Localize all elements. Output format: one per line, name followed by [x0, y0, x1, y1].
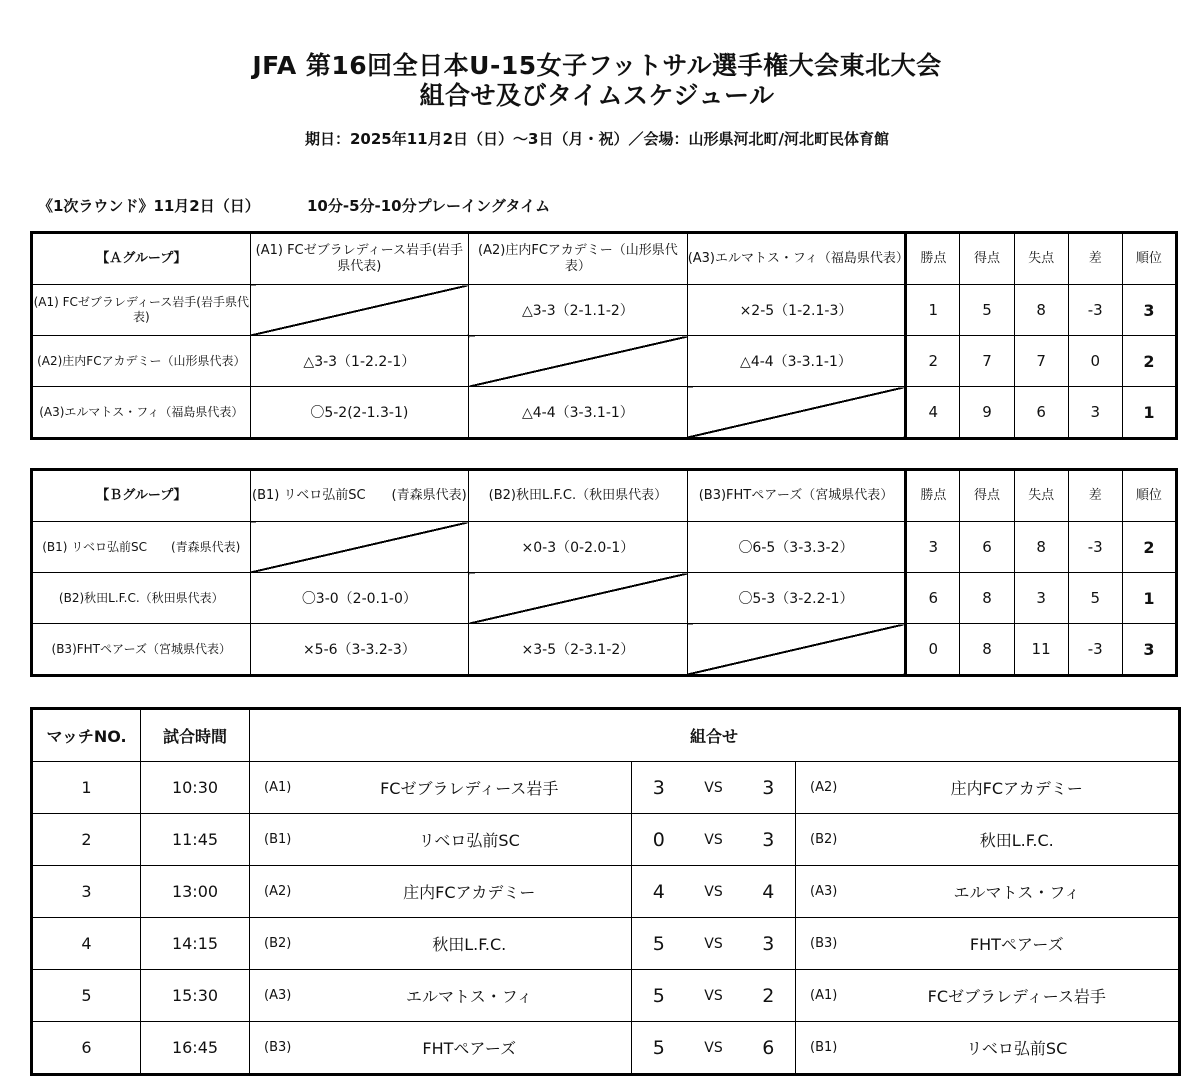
- goals-for-cell: 7: [960, 336, 1014, 387]
- away-code: (B2): [796, 814, 856, 866]
- header-points: 勝点: [906, 233, 960, 285]
- rank-cell: 3: [1122, 285, 1176, 336]
- match-time: 10:30: [141, 762, 250, 814]
- diff-cell: -3: [1068, 522, 1122, 573]
- goals-against-cell: 8: [1014, 522, 1068, 573]
- group-a-row: [32, 336, 1177, 387]
- rank-cell: 3: [1122, 624, 1176, 676]
- group-b-header-row: [32, 470, 1177, 522]
- match-time: 11:45: [141, 814, 250, 866]
- home-score: 0: [632, 814, 686, 866]
- result-cell: ×2-5（1-2.1-3）: [687, 285, 906, 336]
- header-rank: 順位: [1122, 233, 1176, 285]
- match-time: 16:45: [141, 1022, 250, 1075]
- goals-against-cell: 7: [1014, 336, 1068, 387]
- home-score: 5: [632, 970, 686, 1022]
- document-subtitle: 組合せ及びタイムスケジュール: [419, 81, 775, 110]
- vs-label: VS: [686, 1022, 742, 1075]
- match-time: 15:30: [141, 970, 250, 1022]
- points-cell: 3: [906, 522, 960, 573]
- schedule-row: [32, 1022, 1180, 1075]
- away-team: FCゼブラレディース岩手: [856, 970, 1180, 1022]
- home-code: (A3): [250, 970, 308, 1022]
- group-b-row: [32, 624, 1177, 676]
- diagonal-cell: [687, 387, 906, 439]
- home-score: 5: [632, 918, 686, 970]
- result-cell: 〇5-2(2-1.3-1): [250, 387, 469, 439]
- away-code: (B1): [796, 1022, 856, 1075]
- header-points: 勝点: [906, 470, 960, 522]
- match-no: 5: [32, 970, 141, 1022]
- group-b-col-3: (B3)FHTペアーズ（宮城県代表）: [687, 470, 906, 522]
- home-code: (B3): [250, 1022, 308, 1075]
- match-no: 2: [32, 814, 141, 866]
- group-a-table: [30, 231, 1178, 440]
- away-code: (A2): [796, 762, 856, 814]
- away-code: (A3): [796, 866, 856, 918]
- home-code: (B1): [250, 814, 308, 866]
- goals-for-cell: 8: [960, 624, 1014, 676]
- header-pairing: 組合せ: [250, 709, 1180, 762]
- header-diff: 差: [1068, 233, 1122, 285]
- away-code: (A1): [796, 970, 856, 1022]
- schedule-row: [32, 970, 1180, 1022]
- header-goals-against: 失点: [1014, 470, 1068, 522]
- away-score: 2: [742, 970, 796, 1022]
- home-score: 4: [632, 866, 686, 918]
- header-goals-against: 失点: [1014, 233, 1068, 285]
- points-cell: 0: [906, 624, 960, 676]
- group-a-team-name: (A1) FCゼブラレディース岩手(岩手県代表): [32, 285, 251, 336]
- home-team: 秋田L.F.C.: [308, 918, 632, 970]
- group-a-col-2: (A2)庄内FCアカデミー（山形県代表）: [469, 233, 688, 285]
- away-code: (B3): [796, 918, 856, 970]
- schedule-row: [32, 866, 1180, 918]
- away-score: 3: [742, 918, 796, 970]
- round-time: 10分-5分-10分プレーイングタイム: [306, 197, 551, 215]
- home-team: エルマトス・フィ: [308, 970, 632, 1022]
- diff-cell: 0: [1068, 336, 1122, 387]
- schedule-row: [32, 762, 1180, 814]
- away-team: 庄内FCアカデミー: [856, 762, 1180, 814]
- group-a-team-name: (A2)庄内FCアカデミー（山形県代表）: [32, 336, 251, 387]
- schedule-row: [32, 814, 1180, 866]
- group-b-col-2: (B2)秋田L.F.C.（秋田県代表）: [469, 470, 688, 522]
- group-a-col-3: (A3)エルマトス・フィ（福島県代表）: [687, 233, 906, 285]
- goals-for-cell: 5: [960, 285, 1014, 336]
- diff-cell: 3: [1068, 387, 1122, 439]
- header-goals-for: 得点: [960, 233, 1014, 285]
- document-title: JFA 第16回全日本U-15女子フットサル選手権大会東北大会: [252, 51, 942, 80]
- header-goals-for: 得点: [960, 470, 1014, 522]
- home-team: リベロ弘前SC: [308, 814, 632, 866]
- home-score: 5: [632, 1022, 686, 1075]
- away-score: 6: [742, 1022, 796, 1075]
- rank-cell: 2: [1122, 522, 1176, 573]
- schedule-row: [32, 918, 1180, 970]
- rank-cell: 1: [1122, 387, 1176, 439]
- result-cell: △4-4（3-3.1-1）: [469, 387, 688, 439]
- diagonal-cell: [250, 522, 469, 573]
- vs-label: VS: [686, 918, 742, 970]
- group-a-row: [32, 387, 1177, 439]
- vs-label: VS: [686, 970, 742, 1022]
- result-cell: 〇5-3（3-2.2-1）: [687, 573, 906, 624]
- home-code: (B2): [250, 918, 308, 970]
- group-a-name: 【Ａグループ】: [32, 233, 251, 285]
- away-score: 3: [742, 762, 796, 814]
- match-no: 1: [32, 762, 141, 814]
- diff-cell: -3: [1068, 285, 1122, 336]
- group-b-row: [32, 573, 1177, 624]
- vs-label: VS: [686, 866, 742, 918]
- result-cell: △4-4（3-3.1-1）: [687, 336, 906, 387]
- away-team: FHTペアーズ: [856, 918, 1180, 970]
- group-b-team-name: (B1) リベロ弘前SC (青森県代表): [32, 522, 251, 573]
- group-b-row: [32, 522, 1177, 573]
- group-a-row: [32, 285, 1177, 336]
- diagonal-cell: [250, 285, 469, 336]
- goals-against-cell: 3: [1014, 573, 1068, 624]
- match-time: 14:15: [141, 918, 250, 970]
- match-no: 6: [32, 1022, 141, 1075]
- group-b-team-name: (B3)FHTペアーズ（宮城県代表）: [32, 624, 251, 676]
- schedule-header-row: [32, 709, 1180, 762]
- group-b-table: [30, 468, 1178, 677]
- header-match-no: マッチNO.: [32, 709, 141, 762]
- header-rank: 順位: [1122, 470, 1176, 522]
- rank-cell: 1: [1122, 573, 1176, 624]
- group-a-team-name: (A3)エルマトス・フィ（福島県代表）: [32, 387, 251, 439]
- header-diff: 差: [1068, 470, 1122, 522]
- diagonal-cell: [469, 336, 688, 387]
- rank-cell: 2: [1122, 336, 1176, 387]
- header-match-time: 試合時間: [141, 709, 250, 762]
- group-b-name: 【Ｂグループ】: [32, 470, 251, 522]
- home-team: FHTペアーズ: [308, 1022, 632, 1075]
- goals-against-cell: 6: [1014, 387, 1068, 439]
- match-no: 4: [32, 918, 141, 970]
- match-no: 3: [32, 866, 141, 918]
- round-label: 《1次ラウンド》11月2日（日）: [38, 197, 260, 215]
- group-a-header-row: [32, 233, 1177, 285]
- group-b-col-1: (B1) リベロ弘前SC (青森県代表): [250, 470, 469, 522]
- group-a-col-1: (A1) FCゼブラレディース岩手(岩手県代表): [250, 233, 469, 285]
- result-cell: 〇6-5（3-3.3-2）: [687, 522, 906, 573]
- schedule-table: [30, 707, 1181, 1076]
- event-period: 期日：2025年11月2日（日）～3日（月・祝）／会場：山形県河北町/河北町民体育館: [305, 130, 889, 148]
- away-score: 4: [742, 866, 796, 918]
- diagonal-cell: [687, 624, 906, 676]
- result-cell: ×0-3（0-2.0-1）: [469, 522, 688, 573]
- group-b-team-name: (B2)秋田L.F.C.（秋田県代表）: [32, 573, 251, 624]
- vs-label: VS: [686, 762, 742, 814]
- points-cell: 2: [906, 336, 960, 387]
- diagonal-cell: [469, 573, 688, 624]
- match-time: 13:00: [141, 866, 250, 918]
- diff-cell: -3: [1068, 624, 1122, 676]
- result-cell: 〇3-0（2-0.1-0）: [250, 573, 469, 624]
- points-cell: 4: [906, 387, 960, 439]
- home-team: 庄内FCアカデミー: [308, 866, 632, 918]
- result-cell: △3-3（2-1.1-2）: [469, 285, 688, 336]
- points-cell: 6: [906, 573, 960, 624]
- result-cell: ×3-5（2-3.1-2）: [469, 624, 688, 676]
- home-code: (A1): [250, 762, 308, 814]
- away-score: 3: [742, 814, 796, 866]
- home-code: (A2): [250, 866, 308, 918]
- away-team: エルマトス・フィ: [856, 866, 1180, 918]
- points-cell: 1: [906, 285, 960, 336]
- goals-against-cell: 8: [1014, 285, 1068, 336]
- diff-cell: 5: [1068, 573, 1122, 624]
- goals-for-cell: 6: [960, 522, 1014, 573]
- away-team: リベロ弘前SC: [856, 1022, 1180, 1075]
- goals-for-cell: 8: [960, 573, 1014, 624]
- vs-label: VS: [686, 814, 742, 866]
- result-cell: △3-3（1-2.2-1）: [250, 336, 469, 387]
- away-team: 秋田L.F.C.: [856, 814, 1180, 866]
- goals-for-cell: 9: [960, 387, 1014, 439]
- home-team: FCゼブラレディース岩手: [308, 762, 632, 814]
- result-cell: ×5-6（3-3.2-3）: [250, 624, 469, 676]
- round-info: [38, 195, 592, 216]
- goals-against-cell: 11: [1014, 624, 1068, 676]
- home-score: 3: [632, 762, 686, 814]
